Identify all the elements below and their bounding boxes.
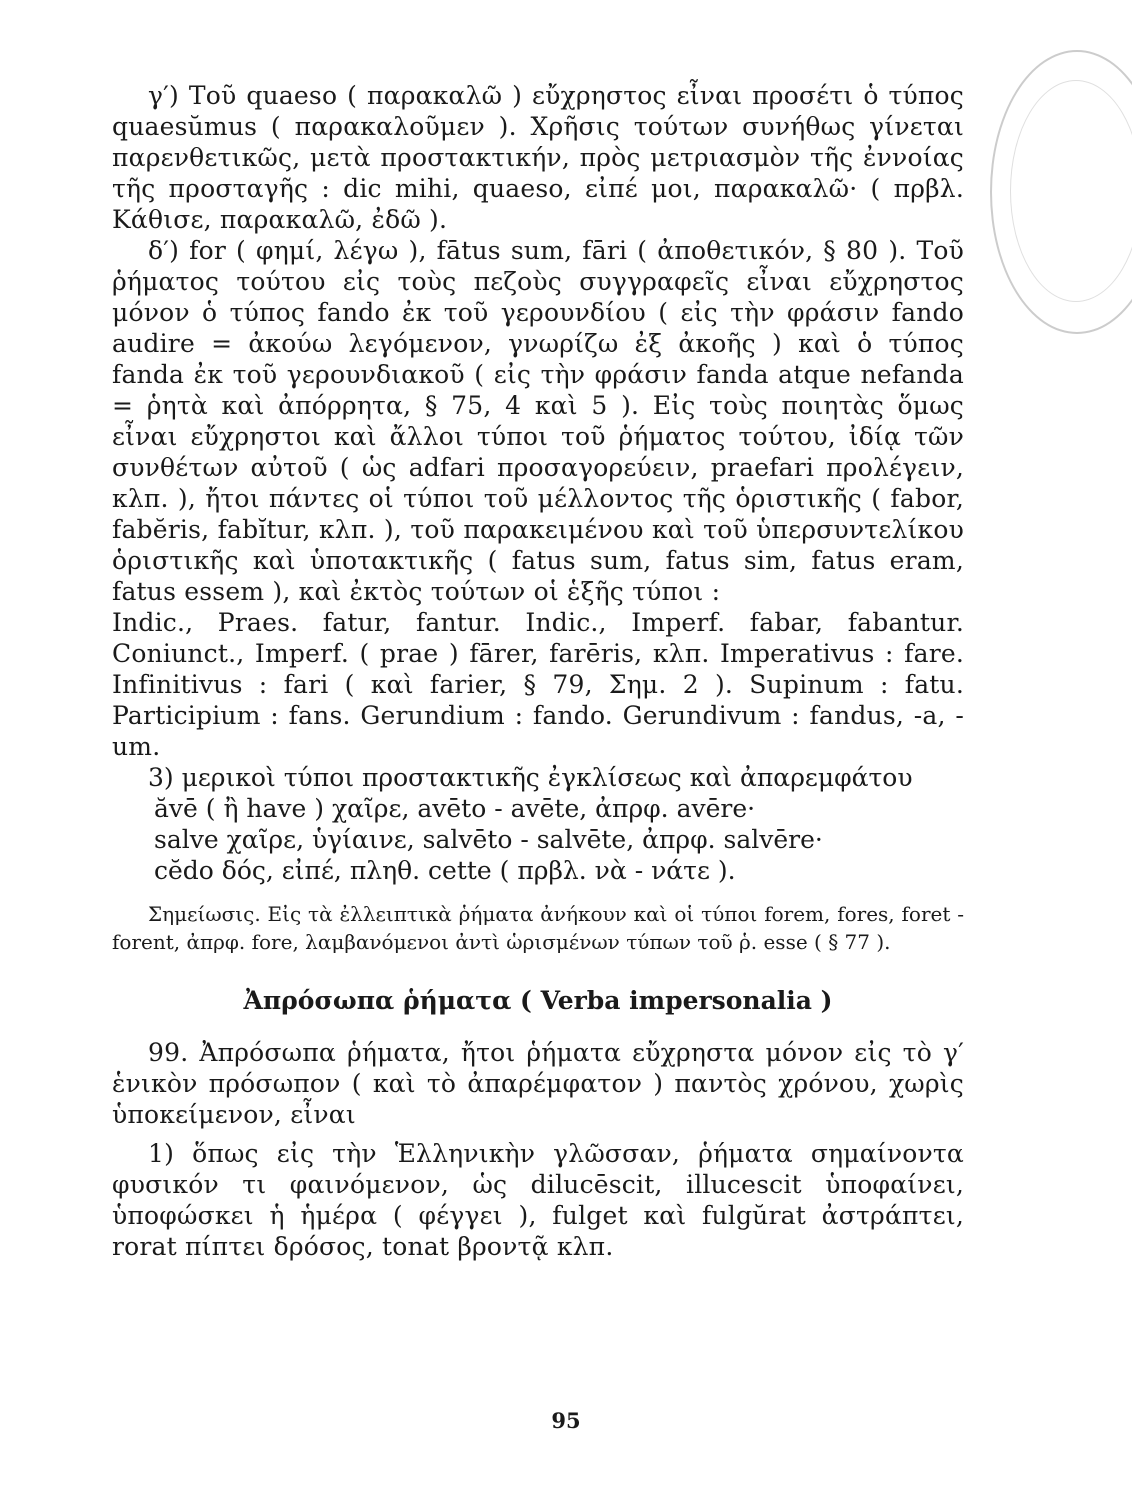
imperative-form-line: cĕdo δός, εἰπέ, πληθ. cette ( πρβλ. νὰ - νάτε ). xyxy=(154,856,736,885)
library-stamp-inner-ring xyxy=(1010,80,1132,302)
page-number: 95 xyxy=(551,1408,581,1433)
imperative-form-line: salve χαῖρε, ὑγίαινε, salvēto - salvēte, ἀπρφ. salvēre· xyxy=(154,825,823,854)
book-page xyxy=(112,80,964,1440)
imperative-form-line: ăvē ( ἢ have ) χαῖρε, avēto - avēte, ἀπρφ. avēre· xyxy=(154,794,756,823)
paragraph-99-item-1: 1) ὅπως εἰς τὴν Ἑλληνικὴν γλῶσσαν, ῥήματα σημαίνοντα φυσικόν τι φαινόμενον, ὡς dilucēscit, illucescit ὑποφαίνει, ὑποφώσκει ἡ ἡμέρα ( φέγγει ), fulget καὶ fulgŭrat ἀστράπτει, rorat πίπτει δρόσος, tonat βροντᾷ κλπ. xyxy=(112,1139,964,1261)
paragraph-delta: δ′) for ( φημί, λέγω ), fātus sum, fāri ( ἀποθετικόν, § 80 ). Τοῦ ῥήματος τούτου εἰς τοὺς πεζοὺς συγγραφεῖς εἶναι εὔχρηστος μόνον ὁ τύπος fando ἐκ τοῦ γερουνδίου ( εἰς τὴν φράσιν fando audire = ἀκούω λεγόμενον, γνωρίζω ἐξ ἀκοῆς ) καὶ ὁ τύπος fanda ἐκ τοῦ γερουνδιακοῦ ( εἰς τὴν φράσιν fanda atque nefanda = ῥητὰ καὶ ἀπόρρητα, § 75, 4 καὶ 5 ). Εἰς τοὺς ποιητὰς ὅμως εἶναι εὔχρηστοι καὶ ἄλλοι τύποι τοῦ ῥήματος τούτου, ἰδίᾳ τῶν συνθέτων αὐτοῦ ( ὡς adfari προσαγορεύειν, praefari προλέγειν, κλπ. ), ἤτοι πάντες οἱ τύποι τοῦ μέλλοντος τῆς ὁριστικῆς ( fabor, fabĕris, fabĭtur, κλπ. ), τοῦ παρακειμένου καὶ τοῦ ὑπερσυντελίκου ὁριστικῆς καὶ ὑποτακτικῆς ( fatus sum, fatus sim, fatus eram, fatus essem ), καὶ ἐκτὸς τούτων οἱ ἑξῆς τύποι : xyxy=(112,236,964,606)
section-heading: Ἀπρόσωπα ῥήματα ( Verba impersonalia ) xyxy=(243,986,833,1015)
paragraph-forms: Indic., Praes. fatur, fantur. Indic., Imperf. fabar, fabantur. Coniunct., Imperf. ( prae ) fārer, farēris, κλπ. Imperativus : fare. Infinitivus : fari ( καὶ farier, § 79, Σημ. 2 ). Supinum : fatu. Participium : fans. Gerundium : fando. Gerundivum : fandus, -a, -um. xyxy=(112,608,965,761)
item-3-title: 3) μερικοὶ τύποι προστακτικῆς ἐγκλίσεως καὶ ἀπαρεμφάτου xyxy=(148,763,913,792)
note-paragraph: Σημείωσις. Εἰς τὰ ἐλλειπτικὰ ῥήματα ἀνήκουν καὶ οἱ τύποι forem, fores, foret - forent, ἀπρφ. fore, λαμβανόμενοι ἀντὶ ὡρισμένων τύπων τοῦ ῥ. esse ( § 77 ). xyxy=(112,902,964,954)
paragraph-gamma: γ′) Τοῦ quaeso ( παρακαλῶ ) εὔχρηστος εἶναι προσέτι ὁ τύπος quaesŭmus ( παρακαλοῦμεν ). Χρῆσις τούτων συνήθως γίνεται παρενθετικῶς, μετὰ προστακτικήν, πρὸς μετριασμὸν τῆς ἐννοίας τῆς προσταγῆς : dic mihi, quaeso, εἰπέ μοι, παρακαλῶ· ( πρβλ. Κάθισε, παρακαλῶ, ἐδῶ ). xyxy=(112,81,964,234)
paragraph-99: 99. Ἀπρόσωπα ῥήματα, ἤτοι ῥήματα εὔχρηστα μόνον εἰς τὸ γ′ ἑνικὸν πρόσωπον ( καὶ τὸ ἀπαρέμφατον ) παντὸς χρόνου, χωρὶς ὑποκείμενον, εἶναι xyxy=(112,1038,964,1129)
